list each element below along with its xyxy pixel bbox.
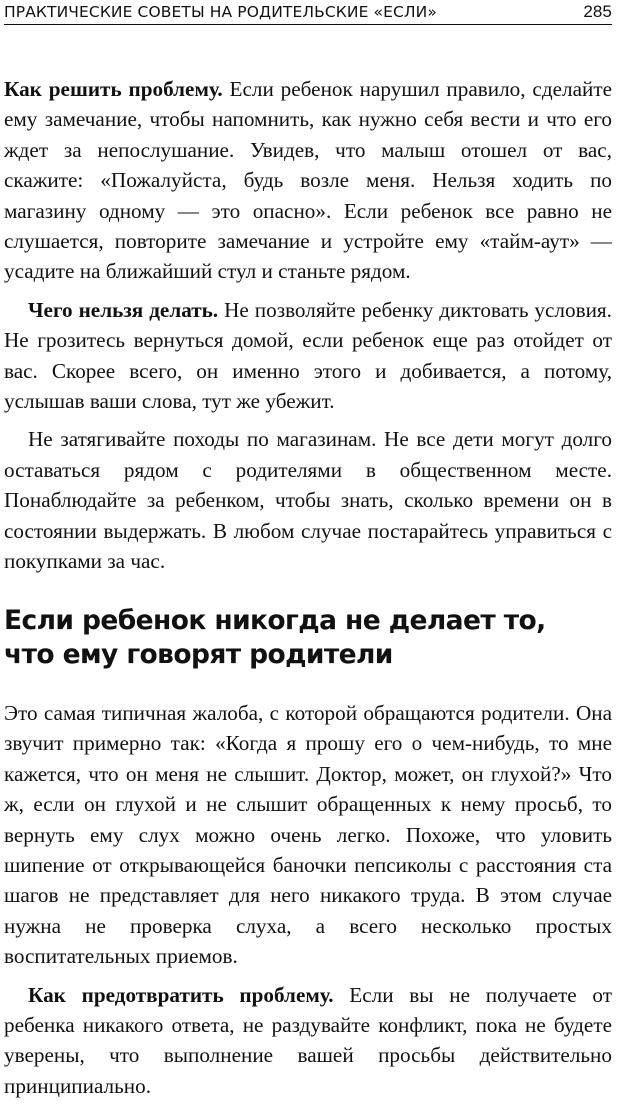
paragraph-body: Не затягивайте походы по магазинам. Не все дети могут долго оставаться рядом с родителями в общественном месте. Понаблюдайте за ребенком, чтобы знать, сколько времени он в состоянии выдержать. В любом случае постарайтесь управиться с покупками за час. (4, 427, 612, 574)
running-title: ПРАКТИЧЕСКИЕ СОВЕТЫ НА РОДИТЕЛЬСКИЕ «ЕСЛИ» (4, 3, 437, 21)
paragraph-how-to-solve (4, 74, 612, 287)
paragraph-lead-bold: Как предотвратить проблему. (28, 982, 334, 1007)
section-2-text (4, 698, 612, 1109)
paragraph-what-not-to-do (4, 295, 612, 417)
paragraph-typical-complaint (4, 698, 612, 972)
paragraph-body: Не позволяйте ребенку диктовать условия. Не грозитесь вернуться домой, если ребенок еще раз отойдет от вас. Скорее всего, он именно этого и добивается, а потому, услышав ваши слова, тут же убежит. (4, 297, 612, 414)
page-number: 285 (583, 2, 612, 21)
paragraph-body: Если ребенок нарушил правило, сделайте ему замечание, чтобы напомнить, как нужно себя вести и что его ждет за непослушание. Увидев, что малыш отошел от вас, скажите: «Пожалуйста, будь возле меня. Нельзя ходить по магазину одному — это опасно». Если ребенок все равно не слушается, повторите замечание и устройте ему «тайм-аут» — усадите на ближайший стул и станьте рядом. (4, 77, 612, 284)
section-heading-line-2: что ему говорят родители (4, 639, 393, 670)
paragraph-body: Это самая типичная жалоба, с которой обращаются родители. Она звучит примерно так: «Когда я прошу его о чем-нибудь, то мне кажется, что он меня не слышит. Доктор, может, он глухой?» Что ж, если он глухой и не слышит обращенных к нему просьб, то вернуть ему слух можно очень легко. Похоже, что уловить шипение от открывающейся баночки пепсиколы с расстояния ста шагов не представляет для него никакого труда. В этом случае нужна не проверка слуха, а всего несколько простых воспитательных приемов. (4, 701, 612, 969)
section-heading (4, 604, 612, 672)
paragraph-shopping-trips (4, 424, 612, 576)
section-1-text (4, 74, 612, 585)
paragraph-body: Если вы не получаете от ребенка никакого ответа, не раздувайте конфликт, пока не будете уверены, что выполнение вашей просьбы действительно принципиально. (4, 982, 612, 1098)
paragraph-how-to-prevent (4, 980, 612, 1102)
paragraph-lead-bold: Как решить проблему. (4, 77, 223, 101)
running-header (4, 2, 612, 25)
paragraph-lead-bold: Чего нельзя делать. (28, 297, 219, 322)
section-heading-line-1: Если ребенок никогда не делает то, (4, 605, 546, 636)
